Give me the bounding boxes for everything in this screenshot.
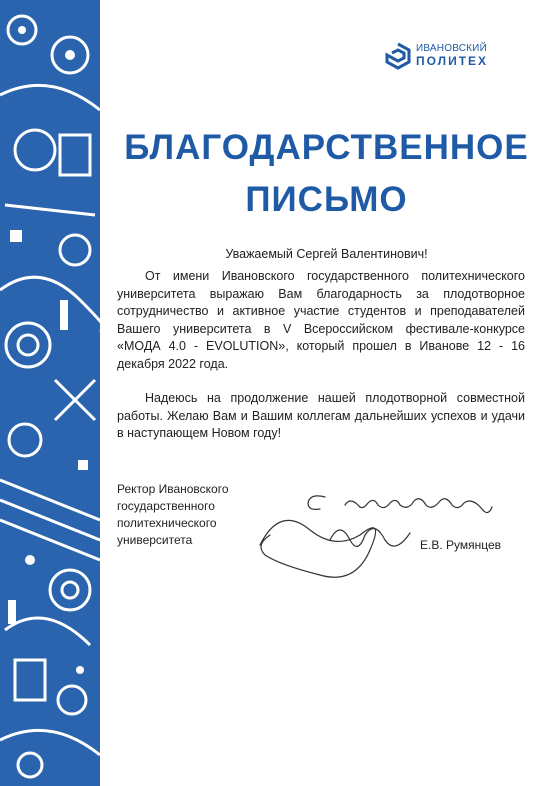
signatory-position: Ректор Ивановского государственного политехнического университета: [117, 482, 229, 547]
logo-line2: ПОЛИТЕХ: [416, 53, 489, 68]
document-title-line1: БЛАГОДАРСТВЕННОЕ: [124, 128, 529, 167]
body-paragraph-1: От имени Ивановского государственного политехнического университета выражаю Вам благодарность за плодотворное сотрудничество и активное участие студентов и преподавателей Вашего университета в V Всероссийском фестивале-конкурсе «МОДА 4.0 - EVOLUTION», который прошел в Иванове 12 - 16 декабря 2022 года.: [117, 269, 525, 371]
logo-line1: ИВАНОВСКИЙ: [416, 43, 487, 55]
signatory-name: Е.В. Румянцев: [420, 538, 502, 552]
greeting: Уважаемый Сергей Валентинович!: [225, 247, 428, 261]
polytech-logo-icon: [385, 42, 411, 70]
document-title-line2: ПИСЬМО: [245, 180, 408, 219]
body-paragraph-2: Надеюсь на продолжение нашей плодотворной совместной работы. Желаю Вам и Вашим коллегам дальнейших успехов и удачи в наступающем Новом году!: [117, 391, 525, 440]
university-logo: [385, 42, 488, 70]
decorative-ornament-border: [0, 0, 100, 786]
logo-text: [416, 44, 488, 67]
